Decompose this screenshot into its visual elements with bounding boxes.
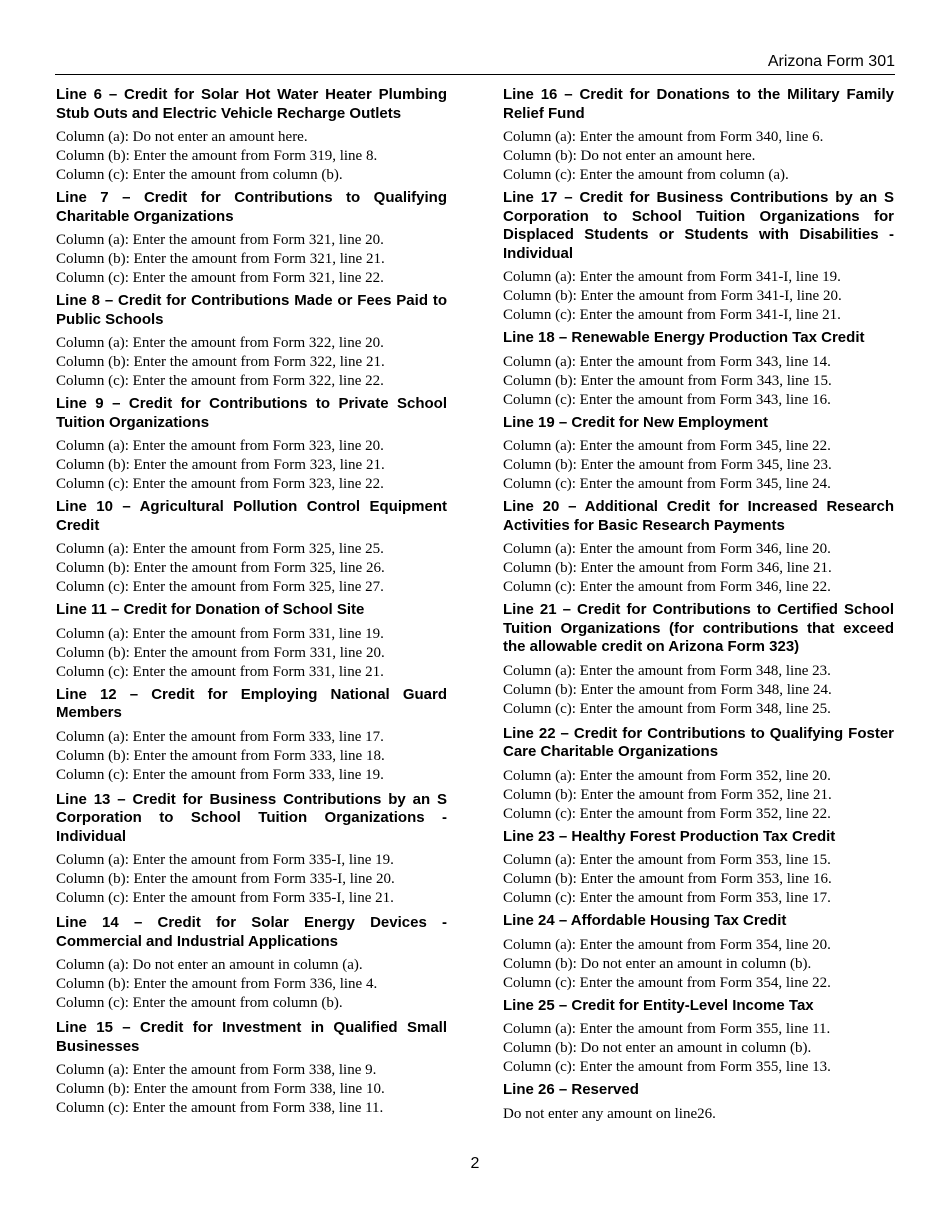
section-heading: Line 16 – Credit for Donations to the Military Family Relief Fund <box>503 86 894 122</box>
section-heading: Line 26 – Reserved <box>503 1081 639 1098</box>
section-heading: Line 21 – Credit for Contributions to Certified School Tuition Organizations (for contributions that exceed the allowable credit on Arizona Form 323) <box>503 601 894 655</box>
section-line-19 <box>503 414 894 495</box>
instruction-line: Column (a): Enter the amount from Form 341-I, line 19. <box>503 269 841 285</box>
instruction-line: Do not enter any amount on line26. <box>503 1105 716 1122</box>
instruction-line: Column (a): Enter the amount from Form 355, line 11. <box>503 1021 831 1037</box>
instruction-line: Column (a): Enter the amount from Form 338, line 9. <box>56 1062 377 1078</box>
section-heading: Line 10 – Agricultural Pollution Control Equipment Credit <box>56 498 447 534</box>
instruction-line: Column (c): Enter the amount from Form 352, line 22. <box>503 805 831 822</box>
form-title: Arizona Form 301 <box>55 53 895 75</box>
section-heading: Line 14 – Credit for Solar Energy Devices - Commercial and Industrial Applications <box>56 914 447 950</box>
instruction-line: Column (c): Enter the amount from Form 345, line 24. <box>503 476 831 492</box>
instruction-line: Column (b): Enter the amount from Form 336, line 4. <box>56 976 378 992</box>
section-heading: Line 17 – Credit for Business Contributions by an S Corporation to School Tuition Organizations for Displaced Students or Students with Disabilities - Individual <box>503 189 894 262</box>
instruction-line: Column (b): Enter the amount from Form 325, line 26. <box>56 560 385 576</box>
instruction-line: Column (b): Enter the amount from Form 333, line 18. <box>56 747 385 764</box>
section-heading: Line 23 – Healthy Forest Production Tax Credit <box>503 827 836 845</box>
instruction-line: Column (c): Enter the amount from Form 338, line 11. <box>56 1100 384 1116</box>
instruction-line: Column (b): Enter the amount from Form 345, line 23. <box>503 457 832 473</box>
instruction-line: Column (b): Do not enter an amount in column (b). <box>503 955 812 972</box>
instruction-line: Column (b): Enter the amount from Form 343, line 15. <box>503 372 832 389</box>
instruction-line: Column (a): Enter the amount from Form 348, line 23. <box>503 662 831 679</box>
instruction-line: Column (c): Enter the amount from Form 343, line 16. <box>503 391 831 408</box>
section-heading: Line 15 – Credit for Investment in Qualified Small Businesses <box>56 1019 447 1055</box>
section-heading: Line 7 – Credit for Contributions to Qualifying Charitable Organizations <box>56 189 447 225</box>
instruction-line: Column (b): Enter the amount from Form 348, line 24. <box>503 681 832 698</box>
section-line-24 <box>503 912 894 993</box>
section-line-21 <box>503 601 894 719</box>
instruction-line: Column (a): Enter the amount from Form 333, line 17. <box>56 728 384 745</box>
section-heading: Line 13 – Credit for Business Contributions by an S Corporation to School Tuition Organizations - Individual <box>56 790 447 845</box>
instruction-line: Column (a): Enter the amount from Form 354, line 20. <box>503 936 831 953</box>
section-line-12 <box>56 686 447 785</box>
section-line-14 <box>56 914 447 1013</box>
instruction-line: Column (c): Enter the amount from Form 348, line 25. <box>503 700 831 717</box>
instruction-line: Column (b): Enter the amount from Form 352, line 21. <box>503 786 832 803</box>
instruction-line: Column (c): Enter the amount from Form 331, line 21. <box>56 663 384 680</box>
section-line-16 <box>503 86 894 185</box>
section-line-6 <box>56 86 447 185</box>
section-line-9 <box>56 395 447 494</box>
instruction-line: Column (c): Enter the amount from Form 346, line 22. <box>503 579 831 595</box>
section-line-22 <box>503 725 894 824</box>
section-line-15 <box>56 1019 447 1118</box>
section-line-20 <box>503 498 894 597</box>
instruction-line: Column (b): Enter the amount from Form 338, line 10. <box>56 1081 385 1097</box>
instruction-line: Column (b): Enter the amount from Form 341-I, line 20. <box>503 288 842 304</box>
instruction-line: Column (a): Enter the amount from Form 321, line 20. <box>56 232 384 248</box>
section-heading: Line 12 – Credit for Employing National Guard Members <box>56 685 447 721</box>
instruction-line: Column (b): Enter the amount from Form 323, line 21. <box>56 457 385 473</box>
instruction-line: Column (c): Enter the amount from Form 333, line 19. <box>56 766 384 783</box>
instruction-line: Column (a): Enter the amount from Form 322, line 20. <box>56 335 384 351</box>
right-column <box>503 86 894 1128</box>
instruction-line: Column (b): Enter the amount from Form 331, line 20. <box>56 644 385 661</box>
section-line-11 <box>56 601 447 682</box>
instruction-line: Column (c): Enter the amount from Form 321, line 22. <box>56 270 384 286</box>
instruction-line: Column (a): Enter the amount from Form 335-I, line 19. <box>56 852 394 868</box>
instruction-line: Column (c): Enter the amount from column (a). <box>503 167 789 183</box>
instruction-line: Column (b): Enter the amount from Form 353, line 16. <box>503 871 832 887</box>
instruction-line: Column (a): Enter the amount from Form 352, line 20. <box>503 767 831 784</box>
instruction-line: Column (c): Enter the amount from Form 322, line 22. <box>56 373 384 389</box>
instruction-line: Column (a): Enter the amount from Form 343, line 14. <box>503 353 831 370</box>
instruction-line: Column (a): Enter the amount from Form 323, line 20. <box>56 438 384 454</box>
instruction-line: Column (a): Enter the amount from Form 346, line 20. <box>503 541 831 557</box>
section-heading: Line 9 – Credit for Contributions to Private School Tuition Organizations <box>56 395 447 431</box>
instruction-line: Column (b): Enter the amount from Form 335-I, line 20. <box>56 871 395 887</box>
section-heading: Line 22 – Credit for Contributions to Qualifying Foster Care Charitable Organizations <box>503 724 894 760</box>
instruction-line: Column (c): Enter the amount from Form 341-I, line 21. <box>503 307 841 323</box>
instruction-line: Column (b): Enter the amount from Form 346, line 21. <box>503 560 832 576</box>
section-heading: Line 25 – Credit for Entity-Level Income Tax <box>503 996 814 1014</box>
section-heading: Line 11 – Credit for Donation of School Site <box>56 601 365 618</box>
section-line-26 <box>503 1081 894 1124</box>
instruction-line: Column (a): Enter the amount from Form 353, line 15. <box>503 852 831 868</box>
instruction-line: Column (b): Do not enter an amount in column (b). <box>503 1040 812 1056</box>
instruction-line: Column (b): Enter the amount from Form 321, line 21. <box>56 251 385 267</box>
section-line-10 <box>56 498 447 597</box>
instruction-line: Column (c): Enter the amount from Form 354, line 22. <box>503 974 831 991</box>
section-line-23 <box>503 828 894 909</box>
section-heading: Line 18 – Renewable Energy Production Tax Credit <box>503 329 865 346</box>
section-line-18 <box>503 329 894 410</box>
instruction-line: Column (c): Enter the amount from Form 355, line 13. <box>503 1059 831 1075</box>
section-line-13 <box>56 791 447 909</box>
section-line-7 <box>56 189 447 288</box>
section-heading: Line 24 – Affordable Housing Tax Credit <box>503 912 787 929</box>
instruction-line: Column (b): Do not enter an amount here. <box>503 148 756 164</box>
section-line-17 <box>503 189 894 325</box>
instruction-line: Column (a): Do not enter an amount in column (a). <box>56 957 363 973</box>
instruction-line: Column (c): Enter the amount from column (b). <box>56 995 343 1011</box>
instruction-line: Column (b): Enter the amount from Form 322, line 21. <box>56 354 385 370</box>
instruction-line: Column (a): Enter the amount from Form 331, line 19. <box>56 625 384 642</box>
section-heading: Line 6 – Credit for Solar Hot Water Heater Plumbing Stub Outs and Electric Vehicle Recharge Outlets <box>56 86 447 122</box>
instruction-line: Column (c): Enter the amount from Form 353, line 17. <box>503 890 831 906</box>
page-number: 2 <box>470 1155 480 1172</box>
instruction-line: Column (c): Enter the amount from Form 325, line 27. <box>56 579 384 595</box>
instruction-line: Column (c): Enter the amount from Form 323, line 22. <box>56 476 384 492</box>
instruction-line: Column (c): Enter the amount from Form 335-I, line 21. <box>56 890 394 906</box>
instruction-line: Column (a): Enter the amount from Form 325, line 25. <box>56 541 384 557</box>
section-heading: Line 19 – Credit for New Employment <box>503 413 769 431</box>
section-line-25 <box>503 997 894 1078</box>
instruction-line: Column (a): Do not enter an amount here. <box>56 129 308 145</box>
section-heading: Line 20 – Additional Credit for Increased Research Activities for Basic Research Payments <box>503 498 894 534</box>
section-heading: Line 8 – Credit for Contributions Made or Fees Paid to Public Schools <box>56 292 447 328</box>
left-column <box>56 86 447 1122</box>
instruction-line: Column (a): Enter the amount from Form 345, line 22. <box>503 438 831 454</box>
instruction-line: Column (c): Enter the amount from column (b). <box>56 167 343 183</box>
instruction-line: Column (a): Enter the amount from Form 340, line 6. <box>503 129 824 145</box>
section-line-8 <box>56 292 447 391</box>
instruction-line: Column (b): Enter the amount from Form 319, line 8. <box>56 148 378 164</box>
